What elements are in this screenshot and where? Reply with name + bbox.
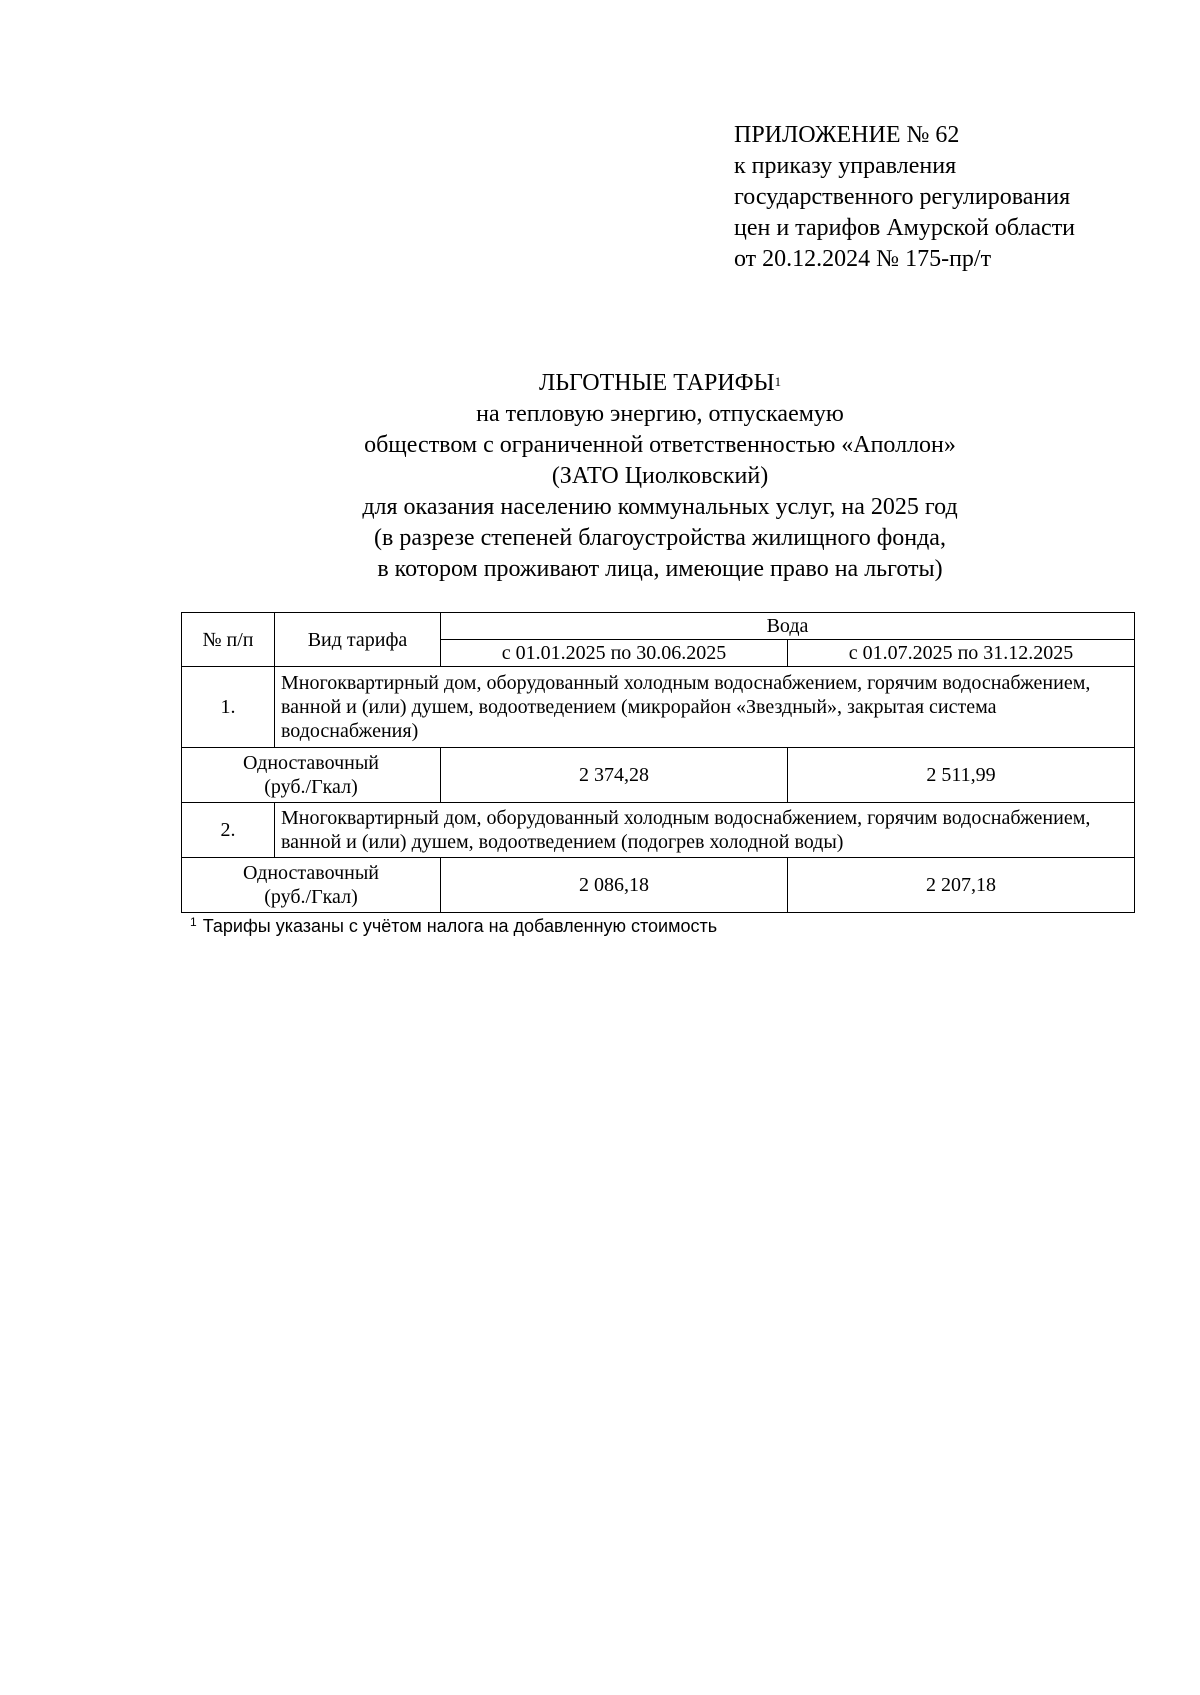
header-period-2: с 01.07.2025 по 31.12.2025 — [788, 640, 1135, 667]
title-line: (ЗАТО Циолковский) — [551, 463, 769, 489]
tariff-label-line: Одноставочный — [243, 862, 379, 884]
title-line: (в разрезе степеней благоустройства жилищного фонда, — [374, 525, 946, 551]
footnote — [190, 915, 717, 937]
tariff-value-period-2: 2 207,18 — [788, 858, 1135, 913]
title-heading: ЛЬГОТНЫЕ ТАРИФЫ — [538, 370, 775, 396]
tariff-value-period-1: 2 374,28 — [441, 748, 788, 803]
appendix-line: от 20.12.2024 № 175-пр/т — [734, 246, 992, 272]
appendix-line: ПРИЛОЖЕНИЕ № 62 — [734, 122, 960, 148]
section-number: 1. — [182, 667, 275, 748]
section-description: Многоквартирный дом, оборудованный холодным водоснабжением, горячим водоснабжением, ванной и (или) душем, водоотведением (микрорайон «Звездный», закрытая система водоснабжения) — [275, 667, 1135, 748]
header-group: Вода — [441, 613, 1135, 640]
tariffs-table — [181, 612, 1135, 913]
footnote-text: Тарифы указаны с учётом налога на добавленную стоимость — [202, 916, 718, 936]
tariff-label-unit: (руб./Гкал) — [264, 776, 358, 798]
tariff-label — [182, 858, 441, 913]
header-tariff-type: Вид тарифа — [275, 613, 441, 667]
tariff-label — [182, 748, 441, 803]
tariff-label-unit: (руб./Гкал) — [264, 886, 358, 908]
title-line: для оказания населению коммунальных услуг, на 2025 год — [362, 494, 958, 520]
appendix-line: государственного регулирования — [734, 184, 1071, 210]
appendix-line: к приказу управления — [734, 153, 957, 179]
tariff-row — [182, 748, 1135, 803]
tariff-label-line: Одноставочный — [243, 752, 379, 774]
document-title — [180, 368, 1140, 585]
section-number: 2. — [182, 803, 275, 858]
section-row — [182, 803, 1135, 858]
appendix-header — [734, 120, 1075, 275]
tariff-row — [182, 858, 1135, 913]
header-number: № п/п — [182, 613, 275, 667]
title-heading-row — [180, 368, 1140, 399]
section-description: Многоквартирный дом, оборудованный холодным водоснабжением, горячим водоснабжением, ванной и (или) душем, водоотведением (подогрев холодной воды) — [275, 803, 1135, 858]
title-line: в котором проживают лица, имеющие право на льготы) — [377, 556, 943, 582]
title-line: на тепловую энергию, отпускаемую — [476, 401, 844, 427]
tariff-value-period-2: 2 511,99 — [788, 748, 1135, 803]
title-footnote-mark: 1 — [774, 374, 782, 389]
section-row — [182, 667, 1135, 748]
footnote-mark: 1 — [190, 915, 197, 929]
title-line: обществом с ограниченной ответственностью «Аполлон» — [364, 432, 956, 458]
appendix-line: цен и тарифов Амурской области — [734, 215, 1076, 241]
header-period-1: с 01.01.2025 по 30.06.2025 — [441, 640, 788, 667]
header-row — [182, 613, 1135, 640]
tariff-value-period-1: 2 086,18 — [441, 858, 788, 913]
